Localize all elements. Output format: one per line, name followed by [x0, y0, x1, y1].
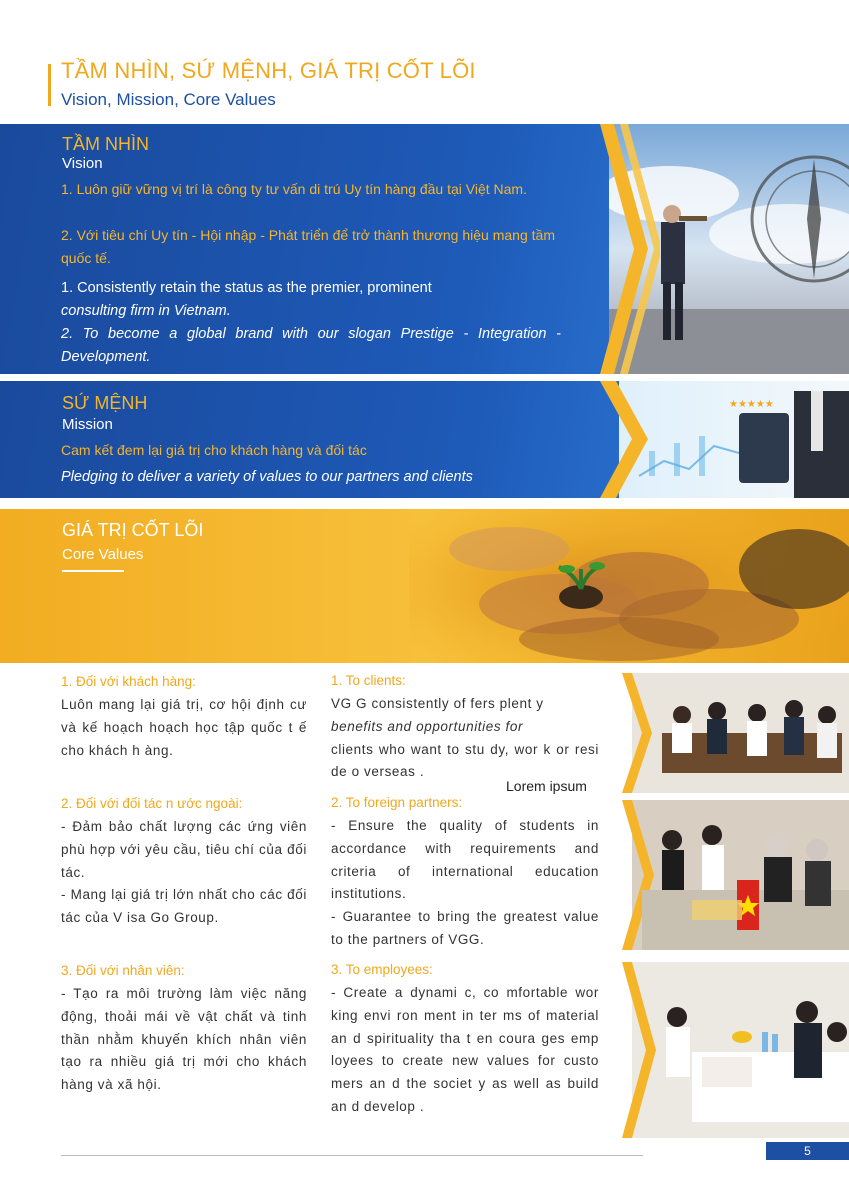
vision-title: TẦM NHÌN — [62, 134, 149, 154]
vision-en-point-1-line-1: 1. Consistently retain the status as the premier, prominent — [61, 280, 432, 296]
vision-en-point-1-line-2: consulting firm in Vietnam. — [61, 303, 231, 319]
meeting-photo-2 — [622, 800, 849, 950]
vision-vi-point-1: 1. Luôn giữ vững vị trí là công ty tư vấn di trú Uy tín hàng đầu tại Việt Nam. — [61, 181, 527, 197]
vi-staff-body: - Tạo ra môi trường làm việc năng động, thoải mái về vật chất và tinh thần nhằm khuyến khích nhân viên tạo ra nhiều giá trị mới cho khách hàng và xã hội. — [61, 986, 307, 1093]
vision-en-point-2: 2. To become a global brand with our slogan Prestige - Integration - Development. — [61, 326, 561, 365]
mission-en-text: Pledging to deliver a variety of values to our partners and clients — [61, 469, 473, 485]
vi-staff-heading: 3. Đối với nhân viên: — [61, 963, 185, 978]
header-accent-bar — [48, 64, 51, 106]
core-values-underline — [62, 570, 124, 572]
en-partners-heading: 2. To foreign partners: — [331, 795, 463, 810]
core-values-subtitle: Core Values — [62, 546, 144, 563]
mission-gold-chevron — [600, 381, 660, 498]
page-number: 5 — [766, 1142, 849, 1160]
lorem-ipsum-label: Lorem ipsum — [506, 778, 587, 794]
en-clients-body-line-2: benefits and opportunities for — [331, 718, 524, 734]
footer-rule — [61, 1155, 643, 1156]
core-values-photo — [409, 509, 849, 663]
vision-subtitle: Vision — [62, 155, 103, 172]
vi-partners-body-1: - Đảm bảo chất lượng các ứng viên phù hợp với yêu cầu, tiêu chí của đối tác. — [61, 819, 307, 880]
en-partners-body-2: - Guarantee to bring the greatest value to the partners of VGG. — [331, 909, 599, 947]
svg-text:★★★★★: ★★★★★ — [729, 399, 774, 410]
vision-banner — [0, 124, 849, 374]
en-staff-body: - Create a dynami c, co mfortable wor king envi ron ment in ter ms of material an d spirituality tha t en coura ges emp loyees to create new values for custo mers an d the societ y as well as build an d develop . — [331, 985, 599, 1114]
vision-gold-chevron — [600, 124, 660, 374]
en-clients-body-line-3: clients who want to stu dy, wor k or resi de o verseas . — [331, 741, 599, 780]
page-title: TẦM NHÌN, SỨ MỆNH, GIÁ TRỊ CỐT LÕI — [61, 58, 476, 83]
vi-clients-body: Luôn mang lại giá trị, cơ hội định cư và kế hoạch hoạch học tập quốc t ế cho khách h àng. — [61, 697, 307, 758]
en-clients-heading: 1. To clients: — [331, 673, 406, 688]
mission-title: SỨ MỆNH — [62, 393, 148, 413]
vi-clients-heading: 1. Đối với khách hàng: — [61, 674, 196, 689]
vision-vi-point-2: 2. Với tiêu chí Uy tín - Hội nhập - Phát triển để trở thành thương hiệu mang tầm quốc tế. — [61, 227, 555, 266]
en-clients-body — [331, 693, 599, 784]
mission-vi-text: Cam kết đem lại giá trị cho khách hàng và đối tác — [61, 442, 367, 458]
vi-partners-body-2: - Mang lại giá trị lớn nhất cho các đối tác của V isa Go Group. — [61, 887, 307, 925]
vi-partners-heading: 2. Đối với đối tác n ước ngoài: — [61, 796, 243, 811]
en-partners-body-1: - Ensure the quality of students in accordance with requirements and criteria of international education institutions. — [331, 818, 599, 902]
meeting-photo-3 — [622, 962, 849, 1138]
mission-subtitle: Mission — [62, 416, 113, 433]
en-clients-body-line-1: VG G consistently of fers plent y — [331, 696, 544, 711]
vision-en-point-1 — [61, 277, 561, 323]
meeting-photo-1 — [622, 673, 849, 793]
page-subtitle: Vision, Mission, Core Values — [61, 90, 276, 109]
core-values-title: GIÁ TRỊ CỐT LÕI — [62, 520, 204, 540]
en-staff-heading: 3. To employees: — [331, 962, 433, 977]
mission-banner — [0, 381, 849, 498]
